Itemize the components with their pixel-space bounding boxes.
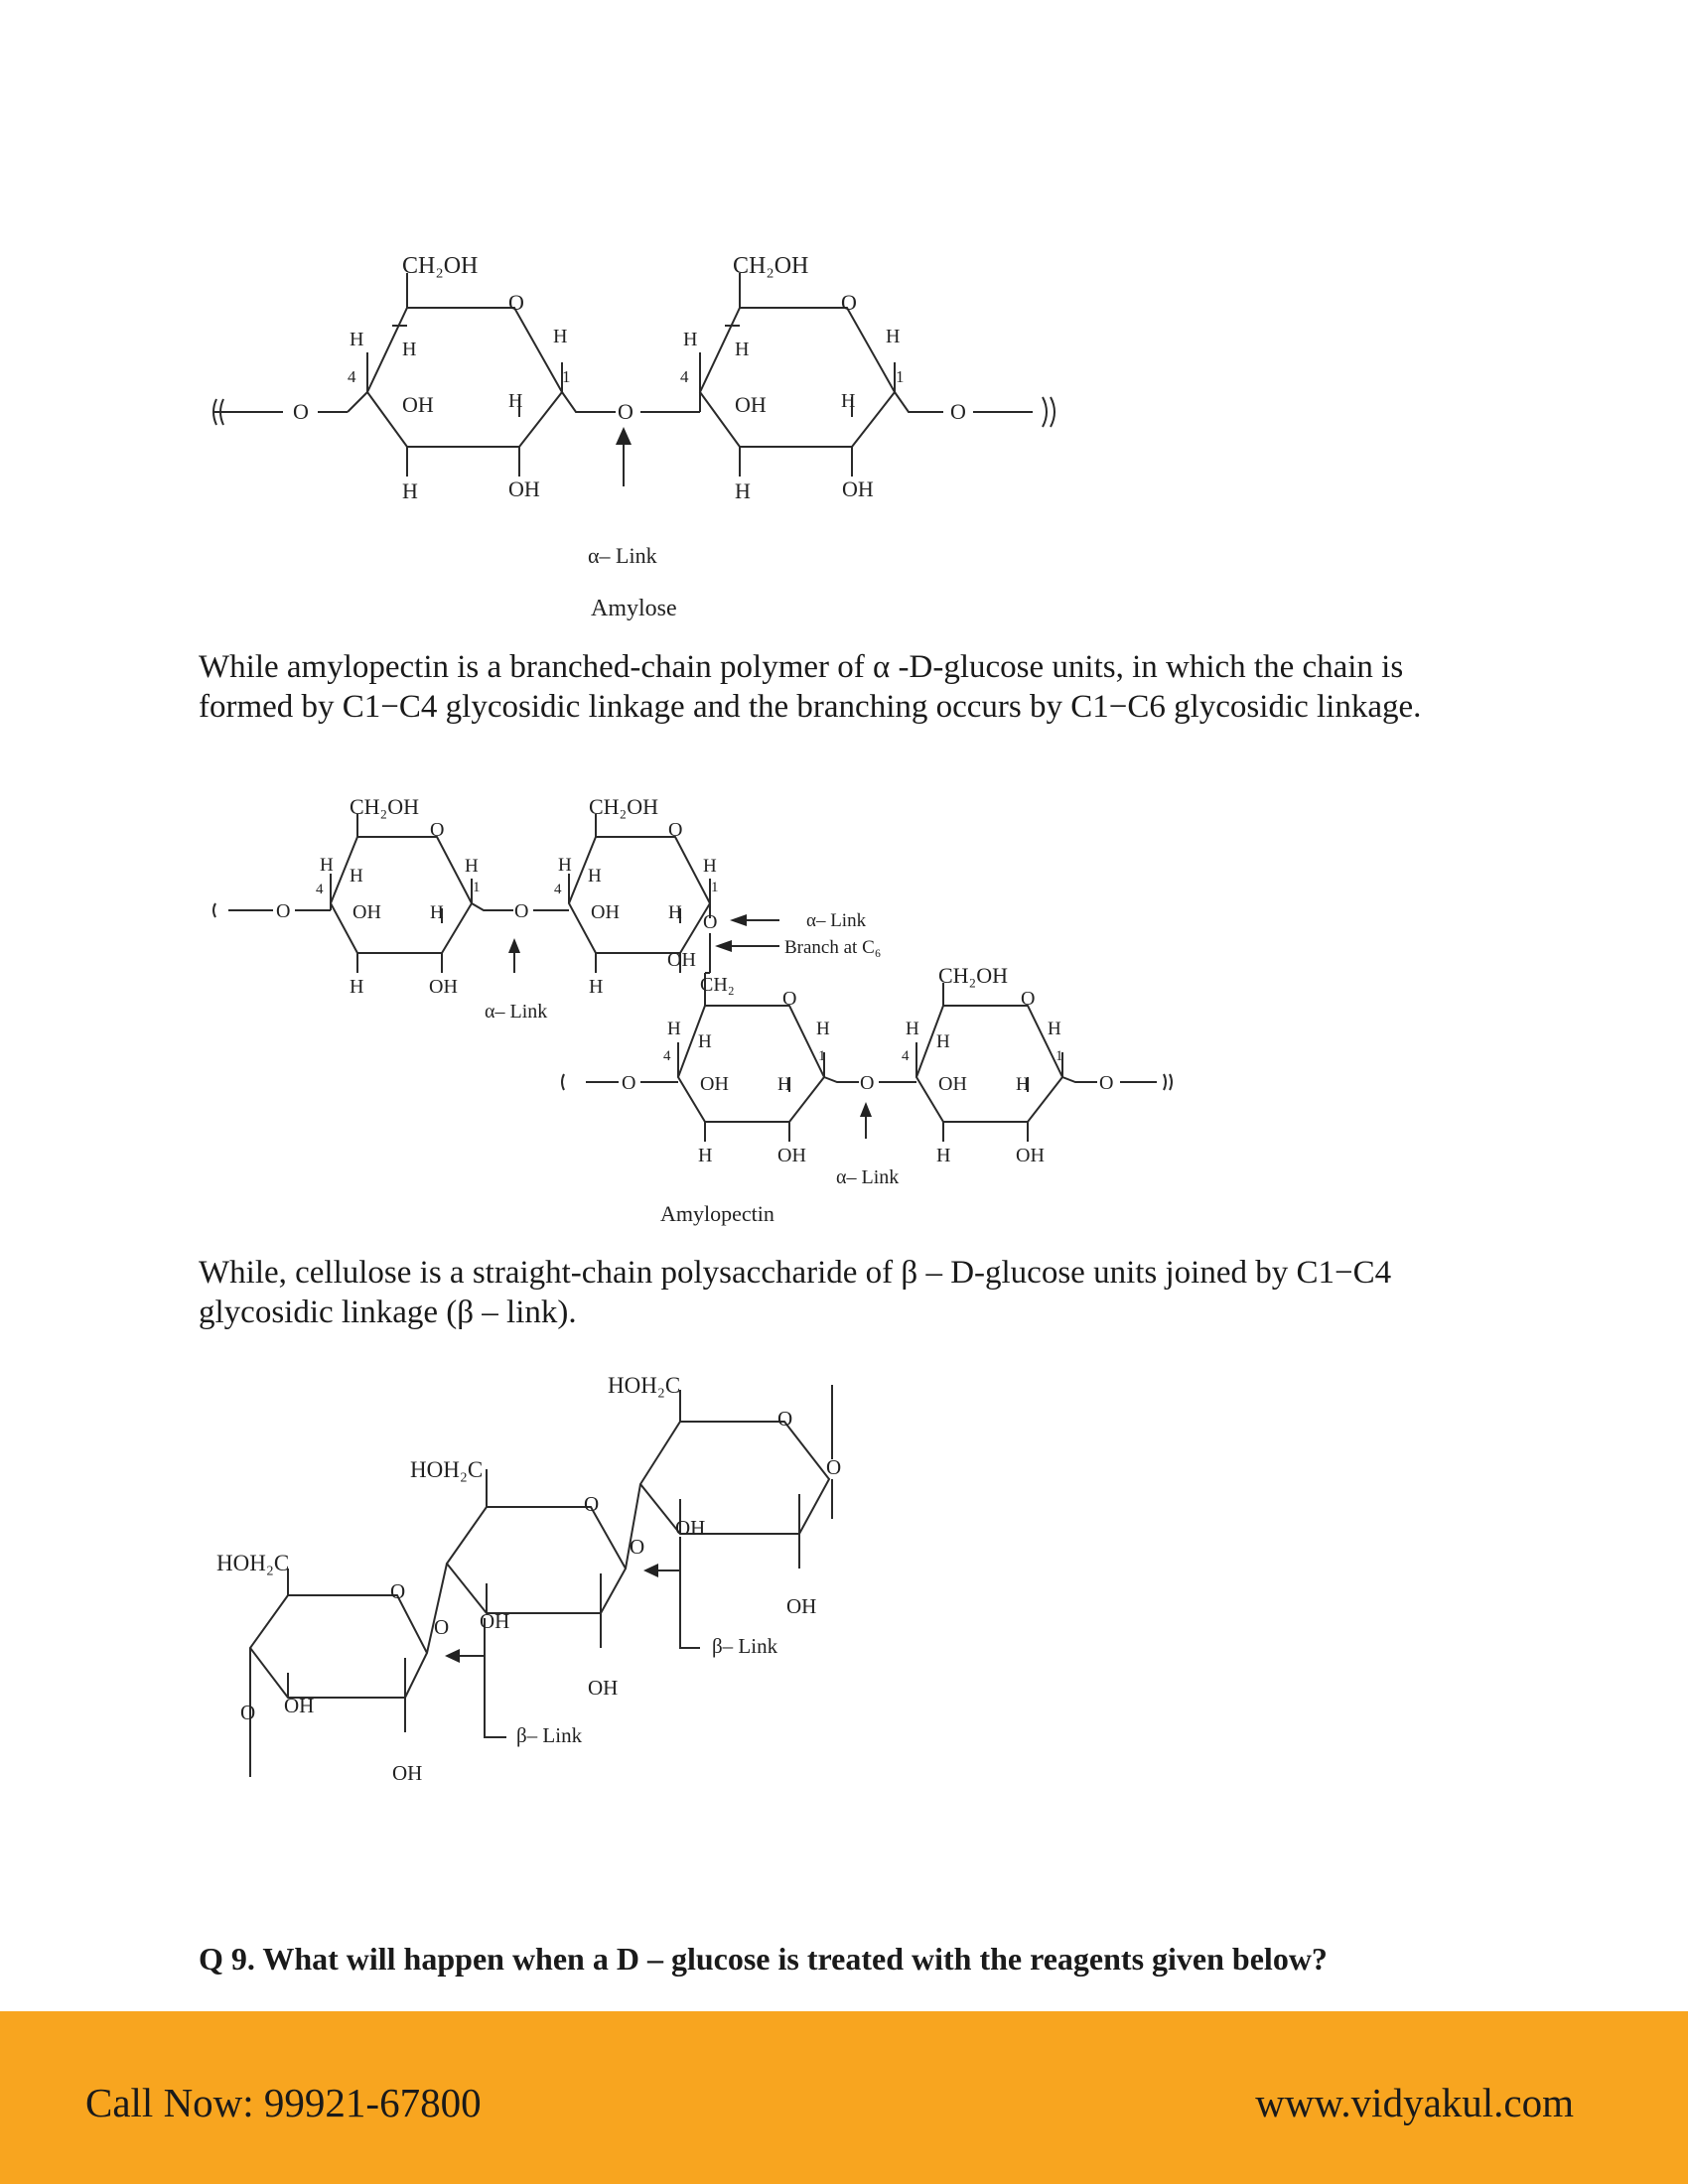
label-h: H <box>402 478 418 503</box>
call-now-text[interactable]: Call Now: 99921-67800 <box>85 2080 482 2125</box>
label-c4: 4 <box>554 882 562 897</box>
label-c4: 4 <box>663 1048 671 1064</box>
label-o: O <box>434 1615 450 1639</box>
label-oh: OH <box>842 477 874 501</box>
label-ring-o: O <box>782 988 797 1010</box>
alpha-link-label: α– Link <box>806 910 867 931</box>
label-h: H <box>588 866 602 887</box>
label-oh: OH <box>591 901 620 923</box>
label-o: O <box>622 1072 636 1094</box>
label-h: H <box>698 1031 712 1052</box>
label-h: H <box>350 866 363 887</box>
label-oh: OH <box>508 477 540 501</box>
label-o: O <box>703 911 718 933</box>
label-c1: 1 <box>896 367 905 386</box>
label-c4: 4 <box>680 367 689 386</box>
amylopectin-paragraph: While amylopectin is a branched-chain polymer of α -D-glucose units, in which the chain is formed by C1−C4 glycosidic linkage and the branching occurs by C1−C6 glycosidic linkage. <box>199 649 1422 725</box>
label-h: H <box>735 339 750 360</box>
label-ch2: CH₂ <box>700 974 735 996</box>
amylopectin-glucose-unit-4 <box>916 983 1097 1142</box>
label-ring-o: O <box>584 1492 600 1516</box>
label-h: H <box>906 1019 919 1039</box>
label-oh: OH <box>667 949 696 971</box>
label-h: H <box>430 902 444 923</box>
question-heading: Q 9. What will happen when a D – glucose is treated with the reagents given below? <box>199 1941 1328 1977</box>
label-oh: OH <box>480 1609 510 1633</box>
label-h: H <box>508 390 523 412</box>
amylose-glucose-unit-2 <box>700 273 943 477</box>
amylopectin-caption: Amylopectin <box>660 1201 774 1226</box>
label-o: O <box>514 900 529 922</box>
label-o: O <box>950 399 966 424</box>
label-o: O <box>630 1535 645 1559</box>
label-oh: OH <box>429 976 458 998</box>
label-h: H <box>320 855 334 876</box>
label-h: H <box>589 976 604 998</box>
label-ch2oh: CH₂OH <box>733 253 809 279</box>
label-h: H <box>816 1019 830 1039</box>
amylose-caption: Amylose <box>591 596 677 621</box>
label-c1: 1 <box>818 1048 826 1064</box>
label-h: H <box>558 855 572 876</box>
label-c4: 4 <box>902 1048 910 1064</box>
beta-link-label: β– Link <box>516 1723 583 1747</box>
footer-bar <box>0 2011 1688 2184</box>
label-o: O <box>618 399 633 424</box>
label-oh: OH <box>588 1676 619 1700</box>
alpha-link-label: α– Link <box>836 1166 900 1188</box>
label-oh: OH <box>786 1594 817 1618</box>
label-h: H <box>841 390 856 412</box>
label-oh: OH <box>402 392 434 417</box>
website-link[interactable]: www.vidyakul.com <box>1255 2080 1574 2125</box>
label-oh: OH <box>735 392 767 417</box>
label-oh: OH <box>675 1516 706 1540</box>
label-hoh2c: HOH₂C <box>608 1373 681 1398</box>
label-oh: OH <box>284 1694 315 1717</box>
label-ring-o: O <box>841 290 857 315</box>
label-h: H <box>936 1031 950 1052</box>
label-c1: 1 <box>562 367 571 386</box>
label-hoh2c: HOH₂C <box>410 1457 484 1482</box>
alpha-link-arrowhead <box>616 427 632 445</box>
cellulose-diagram <box>0 1360 1688 1817</box>
label-c4: 4 <box>348 367 356 386</box>
label-h: H <box>936 1145 951 1166</box>
label-oh: OH <box>352 901 381 923</box>
label-ring-o: O <box>668 819 683 841</box>
label-ring-o: O <box>390 1579 406 1603</box>
label-h: H <box>668 902 682 923</box>
amylopectin-glucose-unit-3 <box>678 973 859 1142</box>
label-ch2oh: CH₂OH <box>402 253 479 279</box>
label-oh: OH <box>1016 1145 1045 1166</box>
label-ring-o: O <box>508 290 524 315</box>
label-o: O <box>276 900 291 922</box>
label-c4: 4 <box>316 882 324 897</box>
label-h: H <box>667 1019 681 1039</box>
label-ring-o: O <box>777 1407 793 1431</box>
label-h: H <box>735 478 751 503</box>
cellulose-paragraph: While, cellulose is a straight-chain polysaccharide of β – D-glucose units joined by C1−C4 glycosidic linkage (β – link). <box>199 1255 1392 1330</box>
label-c1: 1 <box>473 880 481 895</box>
label-o: O <box>240 1701 256 1724</box>
label-h: H <box>698 1145 713 1166</box>
label-oh: OH <box>777 1145 806 1166</box>
label-oh: OH <box>700 1073 729 1095</box>
label-c1: 1 <box>1055 1048 1063 1064</box>
label-h: H <box>350 329 364 350</box>
alpha-link-label: α– Link <box>588 543 657 568</box>
beta-link-label: β– Link <box>712 1634 778 1658</box>
label-h: H <box>886 326 901 347</box>
label-o: O <box>860 1072 875 1094</box>
cellulose-glucose-unit-3 <box>626 1385 832 1569</box>
label-h: H <box>703 856 717 877</box>
label-h: H <box>1048 1019 1061 1039</box>
label-h: H <box>465 856 479 877</box>
label-h: H <box>1016 1074 1030 1095</box>
branch-label: Branch at C₆ <box>784 937 882 958</box>
amylopectin-diagram <box>0 774 1688 1241</box>
label-h: H <box>350 976 364 998</box>
label-ch2oh: CH₂OH <box>350 794 420 819</box>
label-o: O <box>1099 1072 1114 1094</box>
label-o: O <box>293 399 309 424</box>
amylose-diagram <box>0 238 1688 635</box>
label-h: H <box>777 1074 791 1095</box>
label-c1: 1 <box>711 880 719 895</box>
label-oh: OH <box>392 1761 423 1785</box>
label-ch2oh: CH₂OH <box>938 963 1009 988</box>
label-o: O <box>826 1455 842 1479</box>
label-hoh2c: HOH₂C <box>216 1551 290 1575</box>
label-oh: OH <box>938 1073 967 1095</box>
label-ring-o: O <box>1021 988 1036 1010</box>
alpha-link-label: α– Link <box>485 1001 548 1023</box>
label-h: H <box>553 326 568 347</box>
label-h: H <box>683 329 698 350</box>
label-ring-o: O <box>430 819 445 841</box>
label-h: H <box>402 339 417 360</box>
label-ch2oh: CH₂OH <box>589 794 659 819</box>
